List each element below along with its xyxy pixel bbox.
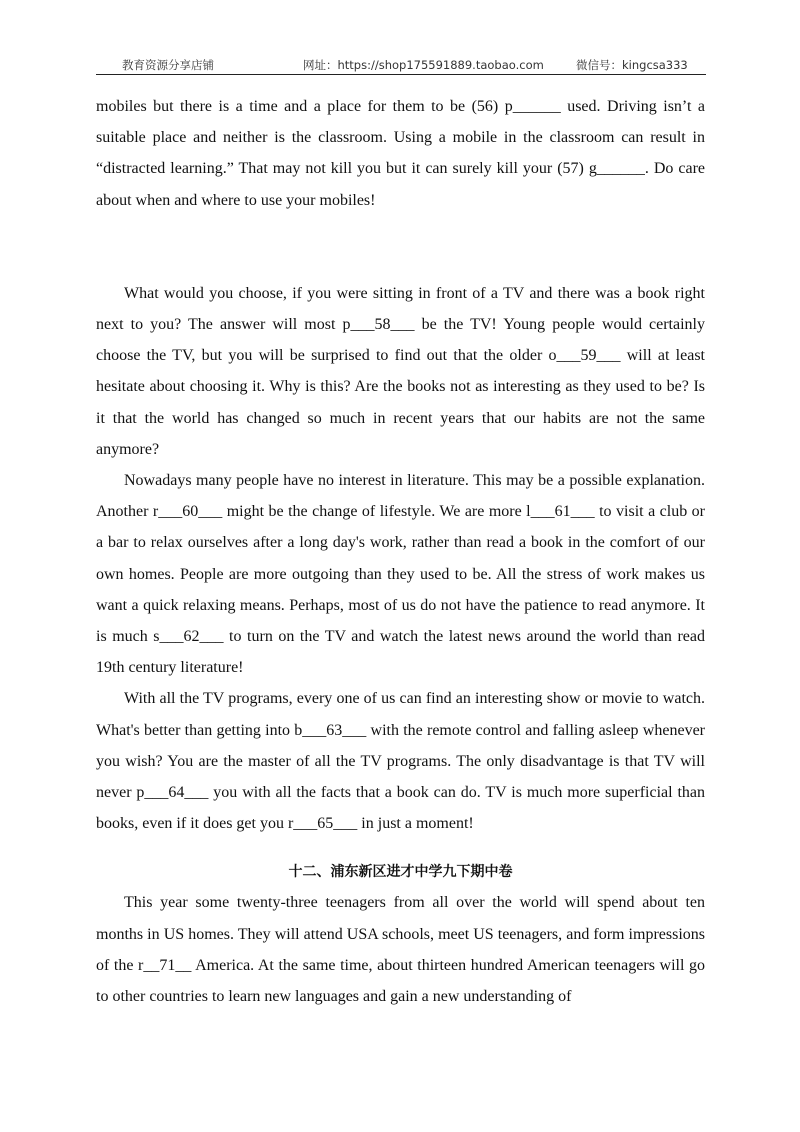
paragraph-literature: Nowadays many people have no interest in literature. This may be a possible explanation. Another r___60___ might be the change of lifestyle. We are more l___61___ to visit a club or a bar to relax ourselves after a long day's work, rather than read a book in the comfort of our own homes. People are more outgoing than they used to be. All the stress of work makes us want a quick relaxing means. Perhaps, most of us do not have the patience to read anymore. It is much s___62___ to turn on the TV and watch the latest news around the world than read 19th century literature!: [96, 472, 705, 677]
paragraph-exchange-students: This year some twenty-three teenagers from all over the world will spend about ten months in US homes. They will attend USA schools, meet US teenagers, and form impressions of the r__71__ America. At the same time, about thirteen hundred American teenagers will go to other countries to learn new languages and gain a new understanding of: [96, 894, 705, 1006]
paragraph-gap: [96, 216, 705, 278]
header-url: 网址：https://shop175591889.taobao.com: [303, 58, 544, 72]
paragraph-tv-programs: With all the TV programs, every one of us can find an interesting show or movie to watch. What's better than getting into b___63___ with the remote control and falling asleep whenever you wish? You are the master of all the TV programs. The only disadvantage is that TV will never p___64___ you with all the facts that a book can do. TV is much more superficial than books, even if it does get you r___65___ in just a moment!: [96, 690, 705, 833]
header-wechat: 微信号：kingcsa333: [576, 58, 688, 72]
paragraph-tv-or-book: What would you choose, if you were sitting in front of a TV and there was a book right next to you? The answer will most p___58___ be the TV! Young people would certainly choose the TV, but you will be surprised to find out that the older o___59___ will at least hesitate about choosing it. Why is this? Are the books not as interesting as they used to be? Is it that the world has changed so much in recent years that our habits are not the same anymore?: [96, 284, 705, 458]
header-shop-name: 教育资源分享店铺: [122, 58, 214, 72]
paragraph-mobiles: mobiles but there is a time and a place for them to be (56) p______ used. Driving isn’t a suitable place and neither is the classroom. Using a mobile in the classroom can result in “distracted learning.” That may not kill you but it can surely kill your (57) g______. Do care about when and where to use your mobiles!: [96, 98, 705, 209]
document-body: [96, 91, 705, 1012]
section-title: 十二、浦东新区进才中学九下期中卷: [288, 864, 513, 881]
page-header: [96, 56, 706, 75]
